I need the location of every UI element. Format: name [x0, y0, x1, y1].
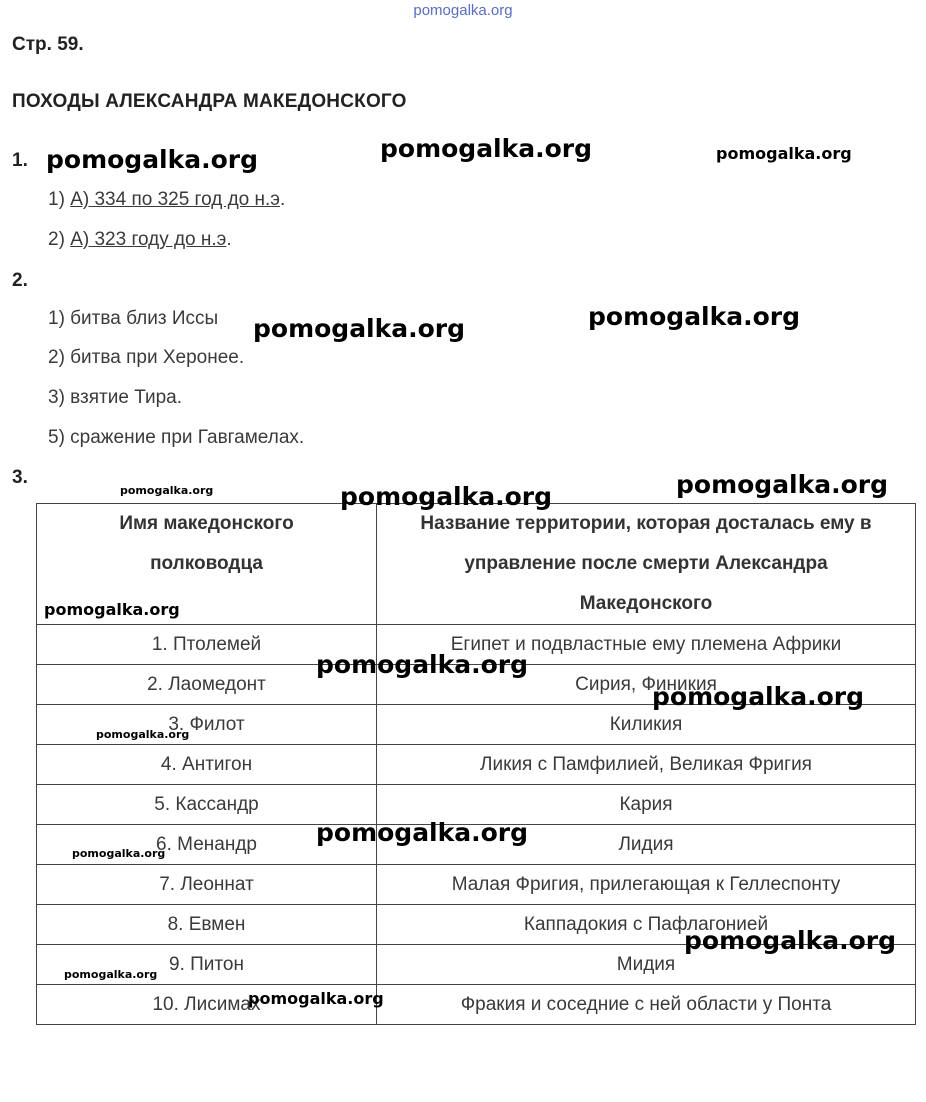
page-title: ПОХОДЫ АЛЕКСАНДРА МАКЕДОНСКОГО	[12, 91, 407, 112]
commander-cell: 4. Антигон	[37, 745, 377, 785]
watermark: pomogalka.org	[716, 144, 852, 163]
table-row	[37, 745, 916, 785]
watermark: pomogalka.org	[316, 818, 529, 847]
q2-answer-4: 5) сражение при Гавгамелах.	[48, 427, 305, 448]
territory-cell: Кария	[377, 785, 916, 825]
commander-cell: 5. Кассандр	[37, 785, 377, 825]
q1-answer-1-suffix: .	[280, 189, 286, 210]
commander-cell: 10. Лисимах	[37, 985, 377, 1025]
q1-answer-1	[48, 189, 285, 211]
table-row	[37, 825, 916, 865]
table-row	[37, 785, 916, 825]
watermark: pomogalka.org	[72, 847, 166, 860]
q1-answer-2-suffix: .	[226, 229, 232, 250]
watermark: pomogalka.org	[96, 728, 190, 741]
table-row	[37, 665, 916, 705]
page-number: Стр. 59.	[12, 34, 84, 55]
watermark: pomogalka.org	[684, 926, 897, 955]
commander-cell: 2. Лаомедонт	[37, 665, 377, 705]
q2-answer-3: 3) взятие Тира.	[48, 387, 183, 408]
territory-cell: Малая Фригия, прилегающая к Геллеспонту	[377, 865, 916, 905]
watermark-top: pomogalka.org	[413, 2, 513, 19]
question-1-number: 1.	[12, 150, 28, 171]
watermark: pomogalka.org	[676, 470, 889, 499]
question-2-number: 2.	[12, 270, 28, 291]
watermark: pomogalka.org	[380, 134, 593, 163]
table-row	[37, 705, 916, 745]
territory-cell: Лидия	[377, 825, 916, 865]
table-row	[37, 905, 916, 945]
q1-answer-2-prefix: 2)	[48, 229, 71, 250]
table-header-row	[37, 504, 916, 625]
table-row	[37, 625, 916, 665]
header-commander: Имя македонского полководца	[37, 504, 377, 625]
q1-answer-2-text: А) 323 году до н.э	[70, 229, 227, 250]
territory-cell: Каппадокия с Пафлагонией	[377, 905, 916, 945]
watermark: pomogalka.org	[120, 484, 214, 497]
territory-cell: Киликия	[377, 705, 916, 745]
commander-cell: 9. Питон	[37, 945, 377, 985]
watermark: pomogalka.org	[44, 600, 180, 619]
commander-cell: 3. Филот	[37, 705, 377, 745]
territory-cell: Мидия	[377, 945, 916, 985]
q1-answer-1-prefix: 1)	[48, 189, 71, 210]
header-territory: Название территории, которая досталась ему в управление после смерти Александра Македонского	[377, 504, 916, 625]
watermark: pomogalka.org	[248, 989, 384, 1008]
commander-cell: 8. Евмен	[37, 905, 377, 945]
watermark: pomogalka.org	[316, 650, 529, 679]
commander-cell: 7. Леоннат	[37, 865, 377, 905]
commanders-table	[36, 503, 916, 1025]
commander-cell: 6. Менандр	[37, 825, 377, 865]
watermark: pomogalka.org	[253, 314, 466, 343]
table-row	[37, 945, 916, 985]
table-row	[37, 865, 916, 905]
q2-answer-1: 1) битва близ Иссы	[48, 308, 219, 329]
table-row	[37, 985, 916, 1025]
commander-cell: 1. Птолемей	[37, 625, 377, 665]
watermark: pomogalka.org	[46, 145, 259, 174]
watermark: pomogalka.org	[588, 302, 801, 331]
watermark: pomogalka.org	[64, 968, 158, 981]
watermark: pomogalka.org	[652, 682, 865, 711]
q2-answer-2: 2) битва при Херонее.	[48, 347, 245, 368]
territory-cell: Египет и подвластные ему племена Африки	[377, 625, 916, 665]
watermark: pomogalka.org	[340, 482, 553, 511]
territory-cell: Ликия с Памфилией, Великая Фригия	[377, 745, 916, 785]
q1-answer-1-text: А) 334 по 325 год до н.э	[70, 189, 280, 210]
q1-answer-2	[48, 229, 232, 251]
territory-cell: Фракия и соседние с ней области у Понта	[377, 985, 916, 1025]
territory-cell: Сирия, Финикия	[377, 665, 916, 705]
question-3-number: 3.	[12, 467, 28, 488]
